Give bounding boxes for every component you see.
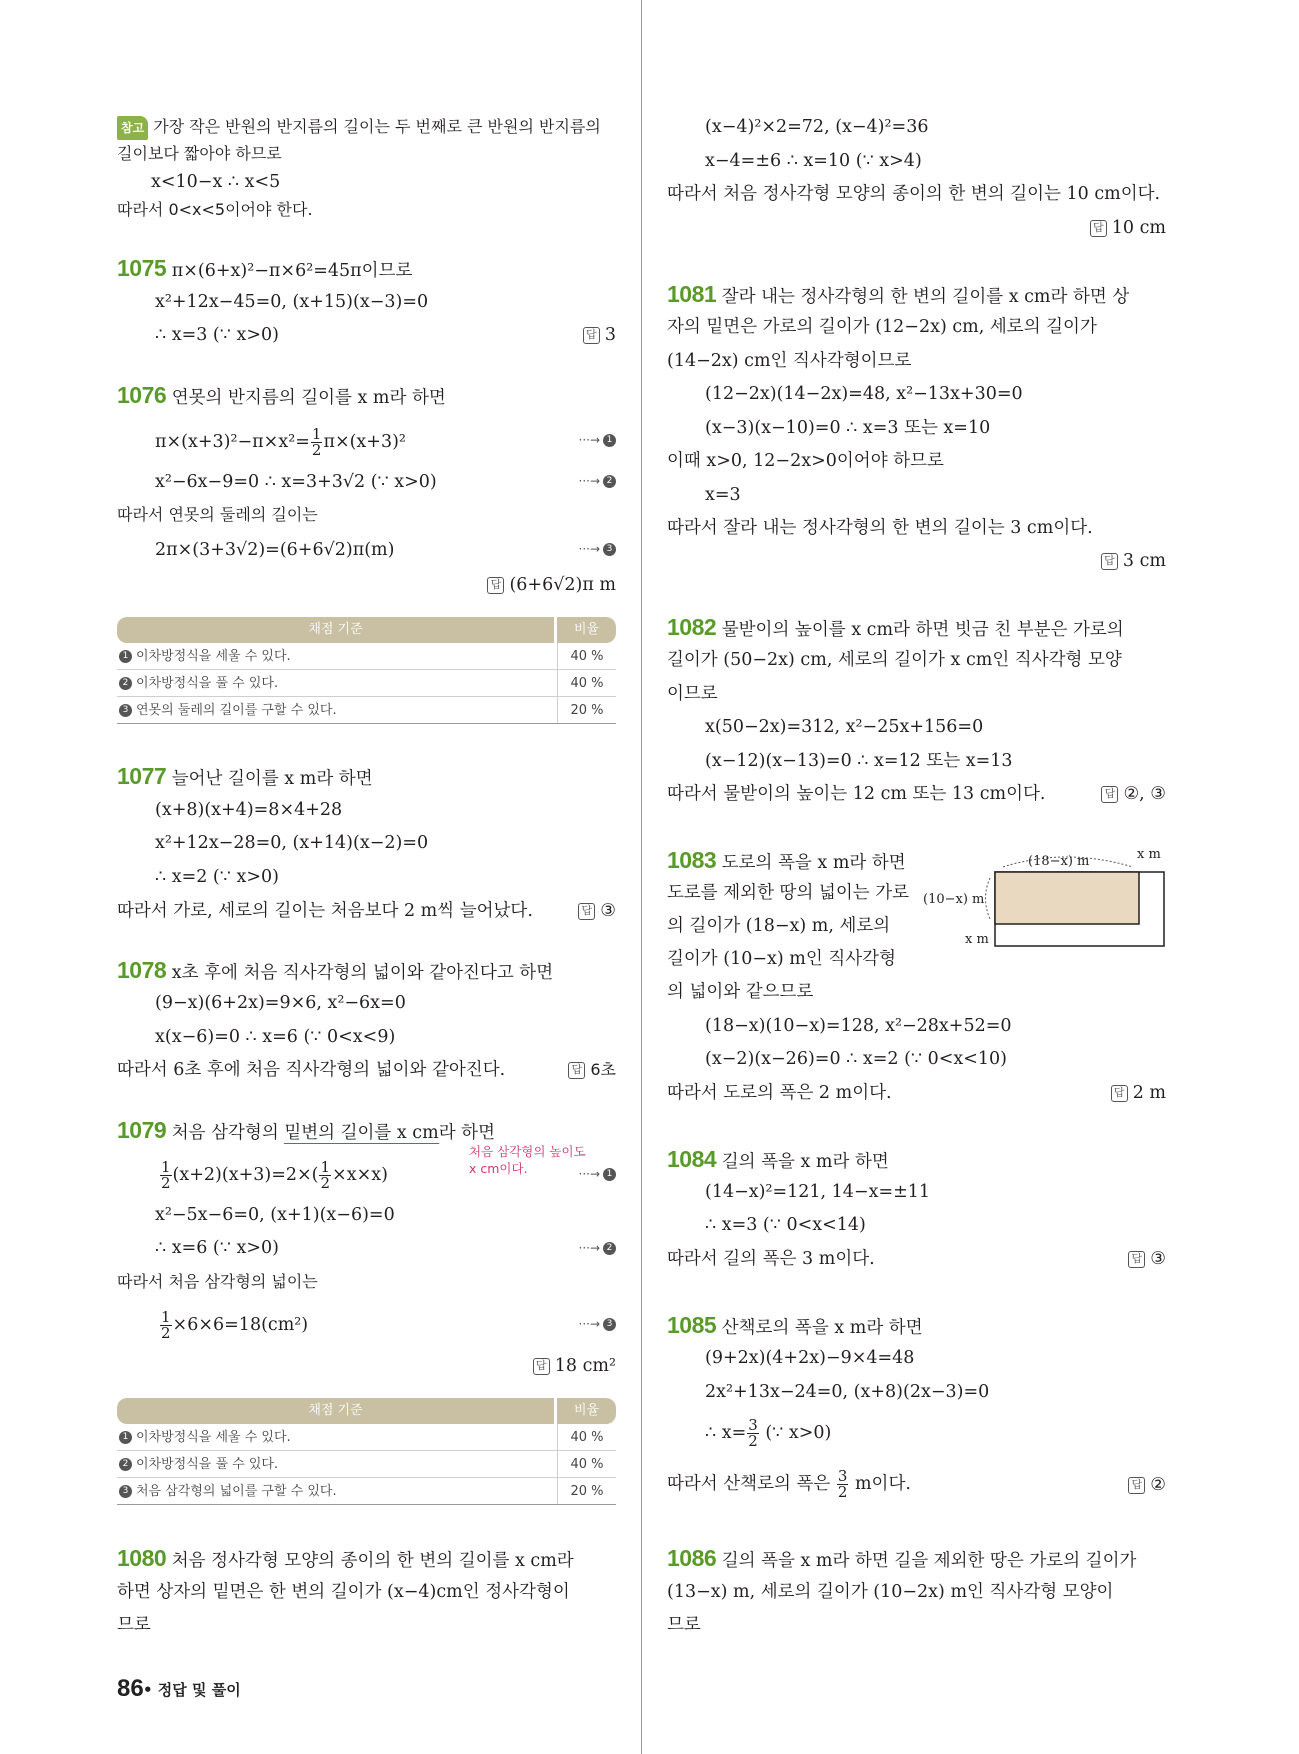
solution-line: x²−5x−6=0, (x+1)(x−6)=0 bbox=[155, 1205, 395, 1225]
solution-line: $\frac{1}{2}$ ×6×6=18(cm²) bbox=[161, 1308, 309, 1342]
problem-1080-heading: 1080 처음 정사각형 모양의 종이의 한 변의 길이를 x cm라 bbox=[117, 1545, 574, 1571]
answer-icon: 답 bbox=[583, 327, 600, 344]
answer-icon: 답 bbox=[533, 1358, 550, 1375]
solution-line: 따라서 처음 정사각형 모양의 종이의 한 변의 길이는 10 cm이다. bbox=[667, 184, 1161, 204]
answer-icon: 답 bbox=[568, 1062, 585, 1079]
solution-line: (18−x)(10−x)=128, x²−28x+52=0 bbox=[705, 1016, 1012, 1036]
solution-line: (x−4)²×2=72, (x−4)²=36 bbox=[705, 117, 929, 137]
side-length-label: (10−x) m bbox=[923, 892, 985, 907]
table-row: 2 이차방정식을 풀 수 있다. 40 % bbox=[117, 1451, 616, 1478]
problem-1078-heading: 1078 x초 후에 처음 직사각형의 넓이와 같아진다고 하면 bbox=[117, 957, 554, 983]
problem-number: 1075 bbox=[117, 255, 167, 281]
step-marker-1: ···→ 1 bbox=[579, 1167, 617, 1181]
solution-line: 의 길이가 (18−x) m, 세로의 bbox=[667, 916, 891, 936]
answer-icon: 답 bbox=[1090, 220, 1107, 237]
margin-memo: 처음 삼각형의 높이도 x cm이다. bbox=[469, 1144, 586, 1176]
note-tag: 참고 bbox=[117, 116, 148, 140]
solution-line: 따라서 물받이의 높이는 12 cm 또는 13 cm이다. bbox=[667, 784, 1046, 804]
answer-label: 답 ③ bbox=[578, 899, 616, 923]
problem-1085-heading: 1085 산책로의 폭을 x m라 하면 bbox=[667, 1312, 923, 1338]
problem-1076-heading: 1076 연못의 반지름의 길이를 x m라 하면 bbox=[117, 382, 446, 408]
solution-line: (x−2)(x−26)=0 ∴ x=2 (∵ 0<x<10) bbox=[705, 1049, 1008, 1069]
problem-number: 1076 bbox=[117, 382, 167, 408]
bottom-width-label: x m bbox=[965, 932, 989, 947]
solution-line: (x−3)(x−10)=0 ∴ x=3 또는 x=10 bbox=[705, 418, 991, 438]
solution-line: 의 넓이와 같으므로 bbox=[667, 982, 814, 1002]
problem-number: 1078 bbox=[117, 957, 167, 983]
answer-icon: 답 bbox=[487, 577, 504, 594]
step-marker-1: ···→ 1 bbox=[579, 433, 617, 447]
problem-number: 1081 bbox=[667, 281, 717, 307]
solution-line: 이때 x>0, 12−2x>0이어야 하므로 bbox=[667, 451, 944, 471]
table-row: 1 이차방정식을 세울 수 있다. 40 % bbox=[117, 643, 616, 670]
answer-label: 답 3 bbox=[583, 323, 616, 347]
problem-number: 1084 bbox=[667, 1146, 717, 1172]
side-brace bbox=[986, 878, 991, 919]
solution-line: 따라서 길의 폭은 3 m이다. bbox=[667, 1249, 875, 1269]
solution-line: (14−2x) cm인 직사각형이므로 bbox=[667, 351, 912, 371]
solution-line: (x−12)(x−13)=0 ∴ x=12 또는 x=13 bbox=[705, 751, 1013, 771]
note-line-2: 길이보다 짧아야 하므로 bbox=[117, 144, 282, 163]
top-length-label: (18−x) m bbox=[1028, 854, 1090, 869]
solution-line: ∴ x=3 (∵ 0<x<14) bbox=[705, 1215, 866, 1235]
fraction: $\frac{1}{2}$ bbox=[161, 1308, 171, 1342]
fraction: $\frac{3}{2}$ bbox=[748, 1416, 758, 1450]
solution-line: 따라서 연못의 둘레의 길이는 bbox=[117, 505, 318, 524]
answer-label: 답 ③ bbox=[1128, 1247, 1166, 1271]
problem-1077-heading: 1077 늘어난 길이를 x m라 하면 bbox=[117, 763, 373, 789]
solution-line: x(50−2x)=312, x²−25x+156=0 bbox=[705, 717, 984, 737]
solution-line: (13−x) m, 세로의 길이가 (10−2x) m인 직사각형 모양이 bbox=[667, 1582, 1114, 1602]
table-row: 2 이차방정식을 풀 수 있다. 40 % bbox=[117, 670, 616, 697]
solution-line: 하면 상자의 밑면은 한 변의 길이가 (x−4)cm인 정사각형이 bbox=[117, 1582, 570, 1602]
problem-1083-heading: 1083 도로의 폭을 x m라 하면 bbox=[667, 847, 906, 873]
solution-line: ∴ x=6 (∵ x>0) bbox=[155, 1238, 279, 1258]
solution-line: 따라서 도로의 폭은 2 m이다. bbox=[667, 1083, 892, 1103]
solution-line: ∴ x= $\frac{3}{2}$ (∵ x>0) bbox=[705, 1416, 832, 1450]
answer-label: 답 10 cm bbox=[1090, 216, 1166, 240]
table-row: 3 처음 삼각형의 넓이를 구할 수 있다. 20 % bbox=[117, 1478, 616, 1505]
solution-line: 따라서 산책로의 폭은 $\frac{3}{2}$ m이다. bbox=[667, 1467, 911, 1501]
problem-1084-heading: 1084 길의 폭을 x m라 하면 bbox=[667, 1146, 889, 1172]
solution-line: (9−x)(6+2x)=9×6, x²−6x=0 bbox=[155, 993, 406, 1013]
problem-number: 1082 bbox=[667, 614, 717, 640]
step-marker-2: ···→ 2 bbox=[579, 474, 617, 488]
solution-line: 자의 밑면은 가로의 길이가 (12−2x) cm, 세로의 길이가 bbox=[667, 317, 1097, 337]
problem-number: 1080 bbox=[117, 1545, 167, 1571]
problem-number: 1086 bbox=[667, 1545, 717, 1571]
solution-line: ∴ x=2 (∵ x>0) bbox=[155, 867, 279, 887]
problem-number: 1079 bbox=[117, 1117, 167, 1143]
solution-line: 길이가 (50−2x) cm, 세로의 길이가 x cm인 직사각형 모양 bbox=[667, 650, 1122, 670]
solution-line: x²−6x−9=0 ∴ x=3+3√2 (∵ x>0) bbox=[155, 472, 437, 492]
solution-line: (9+2x)(4+2x)−9×4=48 bbox=[705, 1348, 915, 1368]
table-row: 3 연못의 둘레의 길이를 구할 수 있다. 20 % bbox=[117, 697, 616, 724]
answer-icon: 답 bbox=[1128, 1477, 1145, 1494]
answer-label: 답 ②, ③ bbox=[1101, 782, 1166, 806]
solution-line: x−4=±6 ∴ x=10 (∵ x>4) bbox=[705, 151, 922, 171]
solution-line: (14−x)²=121, 14−x=±11 bbox=[705, 1182, 931, 1202]
answer-icon: 답 bbox=[1128, 1251, 1145, 1268]
solution-line: 따라서 6초 후에 처음 직사각형의 넓이와 같아진다. bbox=[117, 1060, 506, 1080]
column-divider bbox=[641, 0, 642, 1754]
problem-number: 1085 bbox=[667, 1312, 717, 1338]
solution-line: (x+8)(x+4)=8×4+28 bbox=[155, 800, 343, 820]
answer-label: 답 (6+6√2)π m bbox=[487, 573, 616, 597]
solution-line: 므로 bbox=[117, 1615, 151, 1635]
problem-1082-heading: 1082 물받이의 높이를 x cm라 하면 빗금 친 부분은 가로의 bbox=[667, 614, 1124, 640]
answer-label: 답 18 cm² bbox=[533, 1354, 616, 1378]
fraction: $\frac{1}{2}$ bbox=[320, 1158, 331, 1192]
table-header: 채점 기준 비율 bbox=[117, 617, 616, 643]
answer-icon: 답 bbox=[1101, 553, 1118, 570]
problem-1079-heading: 1079 처음 삼각형의 밑변의 길이를 x cm라 하면 bbox=[117, 1117, 495, 1143]
solution-line: x²+12x−45=0, (x+15)(x−3)=0 bbox=[155, 292, 429, 312]
step-marker-3: ···→ 3 bbox=[579, 542, 617, 556]
problem-number: 1083 bbox=[667, 847, 717, 873]
answer-icon: 답 bbox=[1111, 1085, 1128, 1102]
solution-line: 따라서 처음 삼각형의 넓이는 bbox=[117, 1272, 318, 1291]
note-line-1: 참고 가장 작은 반원의 반지름의 길이는 두 번째로 큰 반원의 반지름의 bbox=[117, 115, 601, 141]
grading-table bbox=[117, 1398, 616, 1505]
page-number: 86 bbox=[117, 1675, 144, 1702]
answer-label: 답 2 m bbox=[1111, 1081, 1166, 1105]
step-marker-3: ···→ 3 bbox=[579, 1317, 617, 1331]
solution-line: 도로를 제외한 땅의 넓이는 가로 bbox=[667, 883, 910, 903]
solution-line: $\frac{1}{2}$ (x+2)(x+3)=2×( $\frac{1}{2}$ ×x×x) bbox=[161, 1158, 388, 1192]
remaining-land bbox=[995, 872, 1139, 924]
note-line-4: 따라서 0<x<5이어야 한다. bbox=[117, 200, 313, 219]
answer-icon: 답 bbox=[578, 903, 595, 920]
solution-line: 길이가 (10−x) m인 직사각형 bbox=[667, 949, 896, 969]
answer-icon: 답 bbox=[1101, 786, 1118, 803]
solution-line: 따라서 가로, 세로의 길이는 처음보다 2 m씩 늘어났다. bbox=[117, 901, 533, 921]
table-row: 1 이차방정식을 세울 수 있다. 40 % bbox=[117, 1424, 616, 1451]
footer-label: • 정답 및 풀이 bbox=[143, 1681, 241, 1699]
fraction: $\frac{3}{2}$ bbox=[837, 1467, 848, 1501]
problem-number: 1077 bbox=[117, 763, 167, 789]
solution-line: π×(x+3)²−π×x²= $\frac{1}{2}$ π×(x+3)² bbox=[155, 425, 406, 459]
solution-line: 므로 bbox=[667, 1615, 701, 1635]
solution-line: 따라서 잘라 내는 정사각형의 한 변의 길이는 3 cm이다. bbox=[667, 518, 1093, 538]
solution-line: (12−2x)(14−2x)=48, x²−13x+30=0 bbox=[705, 384, 1023, 404]
solution-line: 2π×(3+3√2)=(6+6√2)π(m) bbox=[155, 540, 395, 560]
fraction: $\frac{1}{2}$ bbox=[161, 1158, 171, 1192]
table-header: 채점 기준 비율 bbox=[117, 1398, 616, 1424]
solution-line: x=3 bbox=[705, 485, 741, 505]
solution-line: 이므로 bbox=[667, 684, 718, 704]
underlined-phrase: 밑변의 길이를 x cm bbox=[284, 1123, 439, 1143]
grading-table bbox=[117, 617, 616, 724]
solution-line: 2x²+13x−24=0, (x+8)(2x−3)=0 bbox=[705, 1382, 990, 1402]
corner-width-label: x m bbox=[1137, 847, 1161, 862]
answer-label: 답 3 cm bbox=[1101, 549, 1166, 573]
problem-1075-heading: 1075 π×(6+x)²−π×6²=45π이므로 bbox=[117, 255, 413, 281]
road-diagram bbox=[923, 843, 1167, 958]
step-marker-2: ···→ 2 bbox=[579, 1241, 617, 1255]
problem-1086-heading: 1086 길의 폭을 x m라 하면 길을 제외한 땅은 가로의 길이가 bbox=[667, 1545, 1137, 1571]
solution-line: x²+12x−28=0, (x+14)(x−2)=0 bbox=[155, 833, 429, 853]
solution-line: ∴ x=3 (∵ x>0) bbox=[155, 325, 279, 345]
solution-line: x(x−6)=0 ∴ x=6 (∵ 0<x<9) bbox=[155, 1027, 396, 1047]
problem-1081-heading: 1081 잘라 내는 정사각형의 한 변의 길이를 x cm라 하면 상 bbox=[667, 281, 1130, 307]
note-line-3: x<10−x ∴ x<5 bbox=[151, 172, 281, 192]
answer-label: 답 6초 bbox=[568, 1058, 616, 1082]
answer-label: 답 ② bbox=[1128, 1473, 1166, 1497]
fraction: $\frac{1}{2}$ bbox=[311, 425, 322, 459]
